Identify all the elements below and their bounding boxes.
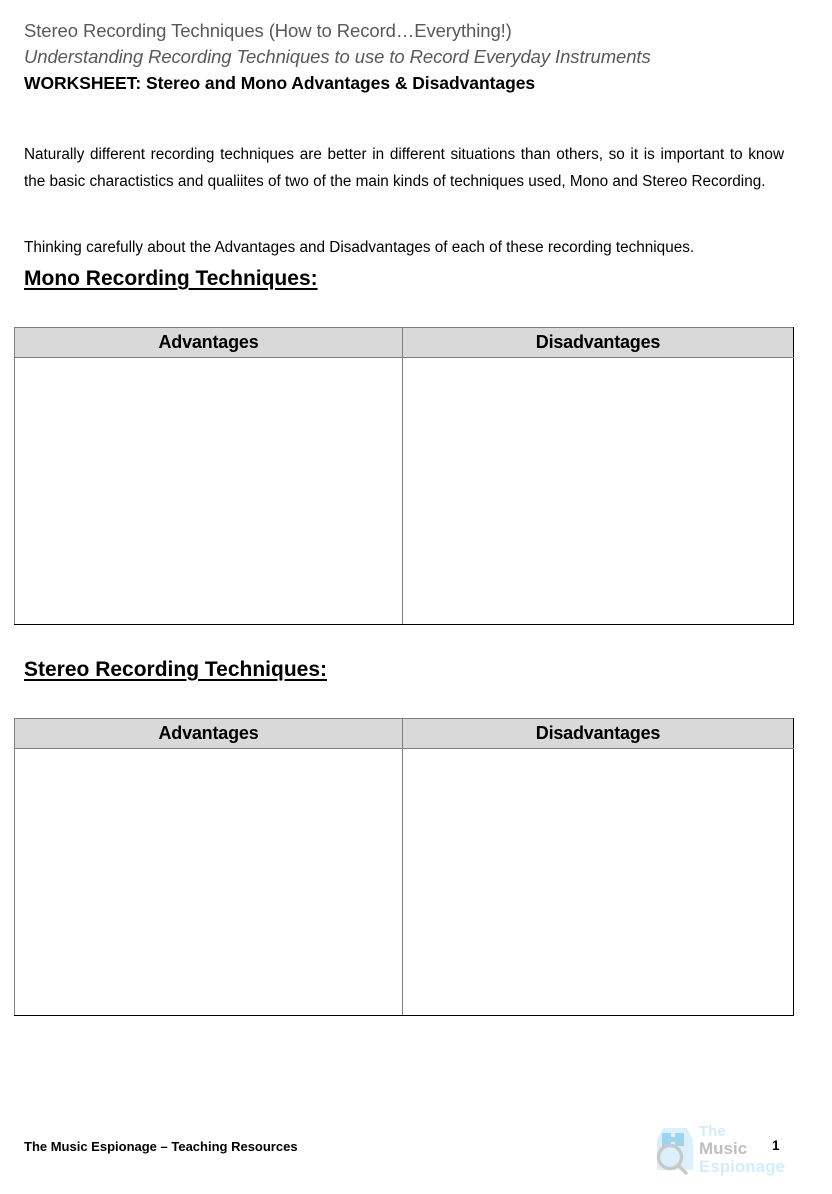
intro-paragraph-2: Thinking carefully about the Advantages and Disadvantages of each of these recording techniques. <box>24 239 695 257</box>
music-espionage-logo <box>653 1120 788 1178</box>
logo-mark-icon <box>657 1128 693 1173</box>
answer-cell-mono-disadvantages[interactable] <box>403 358 794 625</box>
column-header-advantages: Advantages <box>15 328 403 358</box>
answer-cell-stereo-advantages[interactable] <box>15 749 403 1016</box>
mono-worksheet-table <box>14 327 794 625</box>
answer-cell-stereo-disadvantages[interactable] <box>403 749 794 1016</box>
section-heading-mono: Mono Recording Techniques: <box>24 267 318 290</box>
column-header-disadvantages: Disadvantages <box>403 719 794 749</box>
logo-block-bridge <box>671 1137 675 1142</box>
logo-word-music: Music <box>699 1139 748 1158</box>
table-row <box>15 749 794 1016</box>
worksheet-title: WORKSHEET: Stereo and Mono Advantages & Disadvantages <box>24 73 536 93</box>
document-title: Stereo Recording Techniques (How to Record…Everything!) <box>24 20 512 41</box>
page-number: 1 <box>772 1138 780 1153</box>
table-row <box>15 358 794 625</box>
footer-credit: The Music Espionage – Teaching Resources <box>24 1139 298 1154</box>
intro-paragraph-1: Naturally different recording techniques are better in different situations than others, so it is important to know the basic charactistics and qualiites of two of the main kinds of techniques used, Mono and Stereo Recording. <box>24 146 784 191</box>
logo-graphic <box>653 1120 788 1178</box>
stereo-worksheet-table <box>14 718 794 1016</box>
section-heading-stereo: Stereo Recording Techniques: <box>24 658 327 681</box>
table-header-row <box>15 328 794 358</box>
table-header-row <box>15 719 794 749</box>
logo-block-right <box>675 1133 684 1146</box>
logo-word-espionage: Espionage <box>699 1157 785 1176</box>
logo-word-the: The <box>699 1123 726 1140</box>
document-header <box>24 18 808 96</box>
column-header-disadvantages: Disadvantages <box>403 328 794 358</box>
column-header-advantages: Advantages <box>15 719 403 749</box>
answer-cell-mono-advantages[interactable] <box>15 358 403 625</box>
document-subtitle: Understanding Recording Techniques to use to Record Everyday Instruments <box>24 46 651 67</box>
